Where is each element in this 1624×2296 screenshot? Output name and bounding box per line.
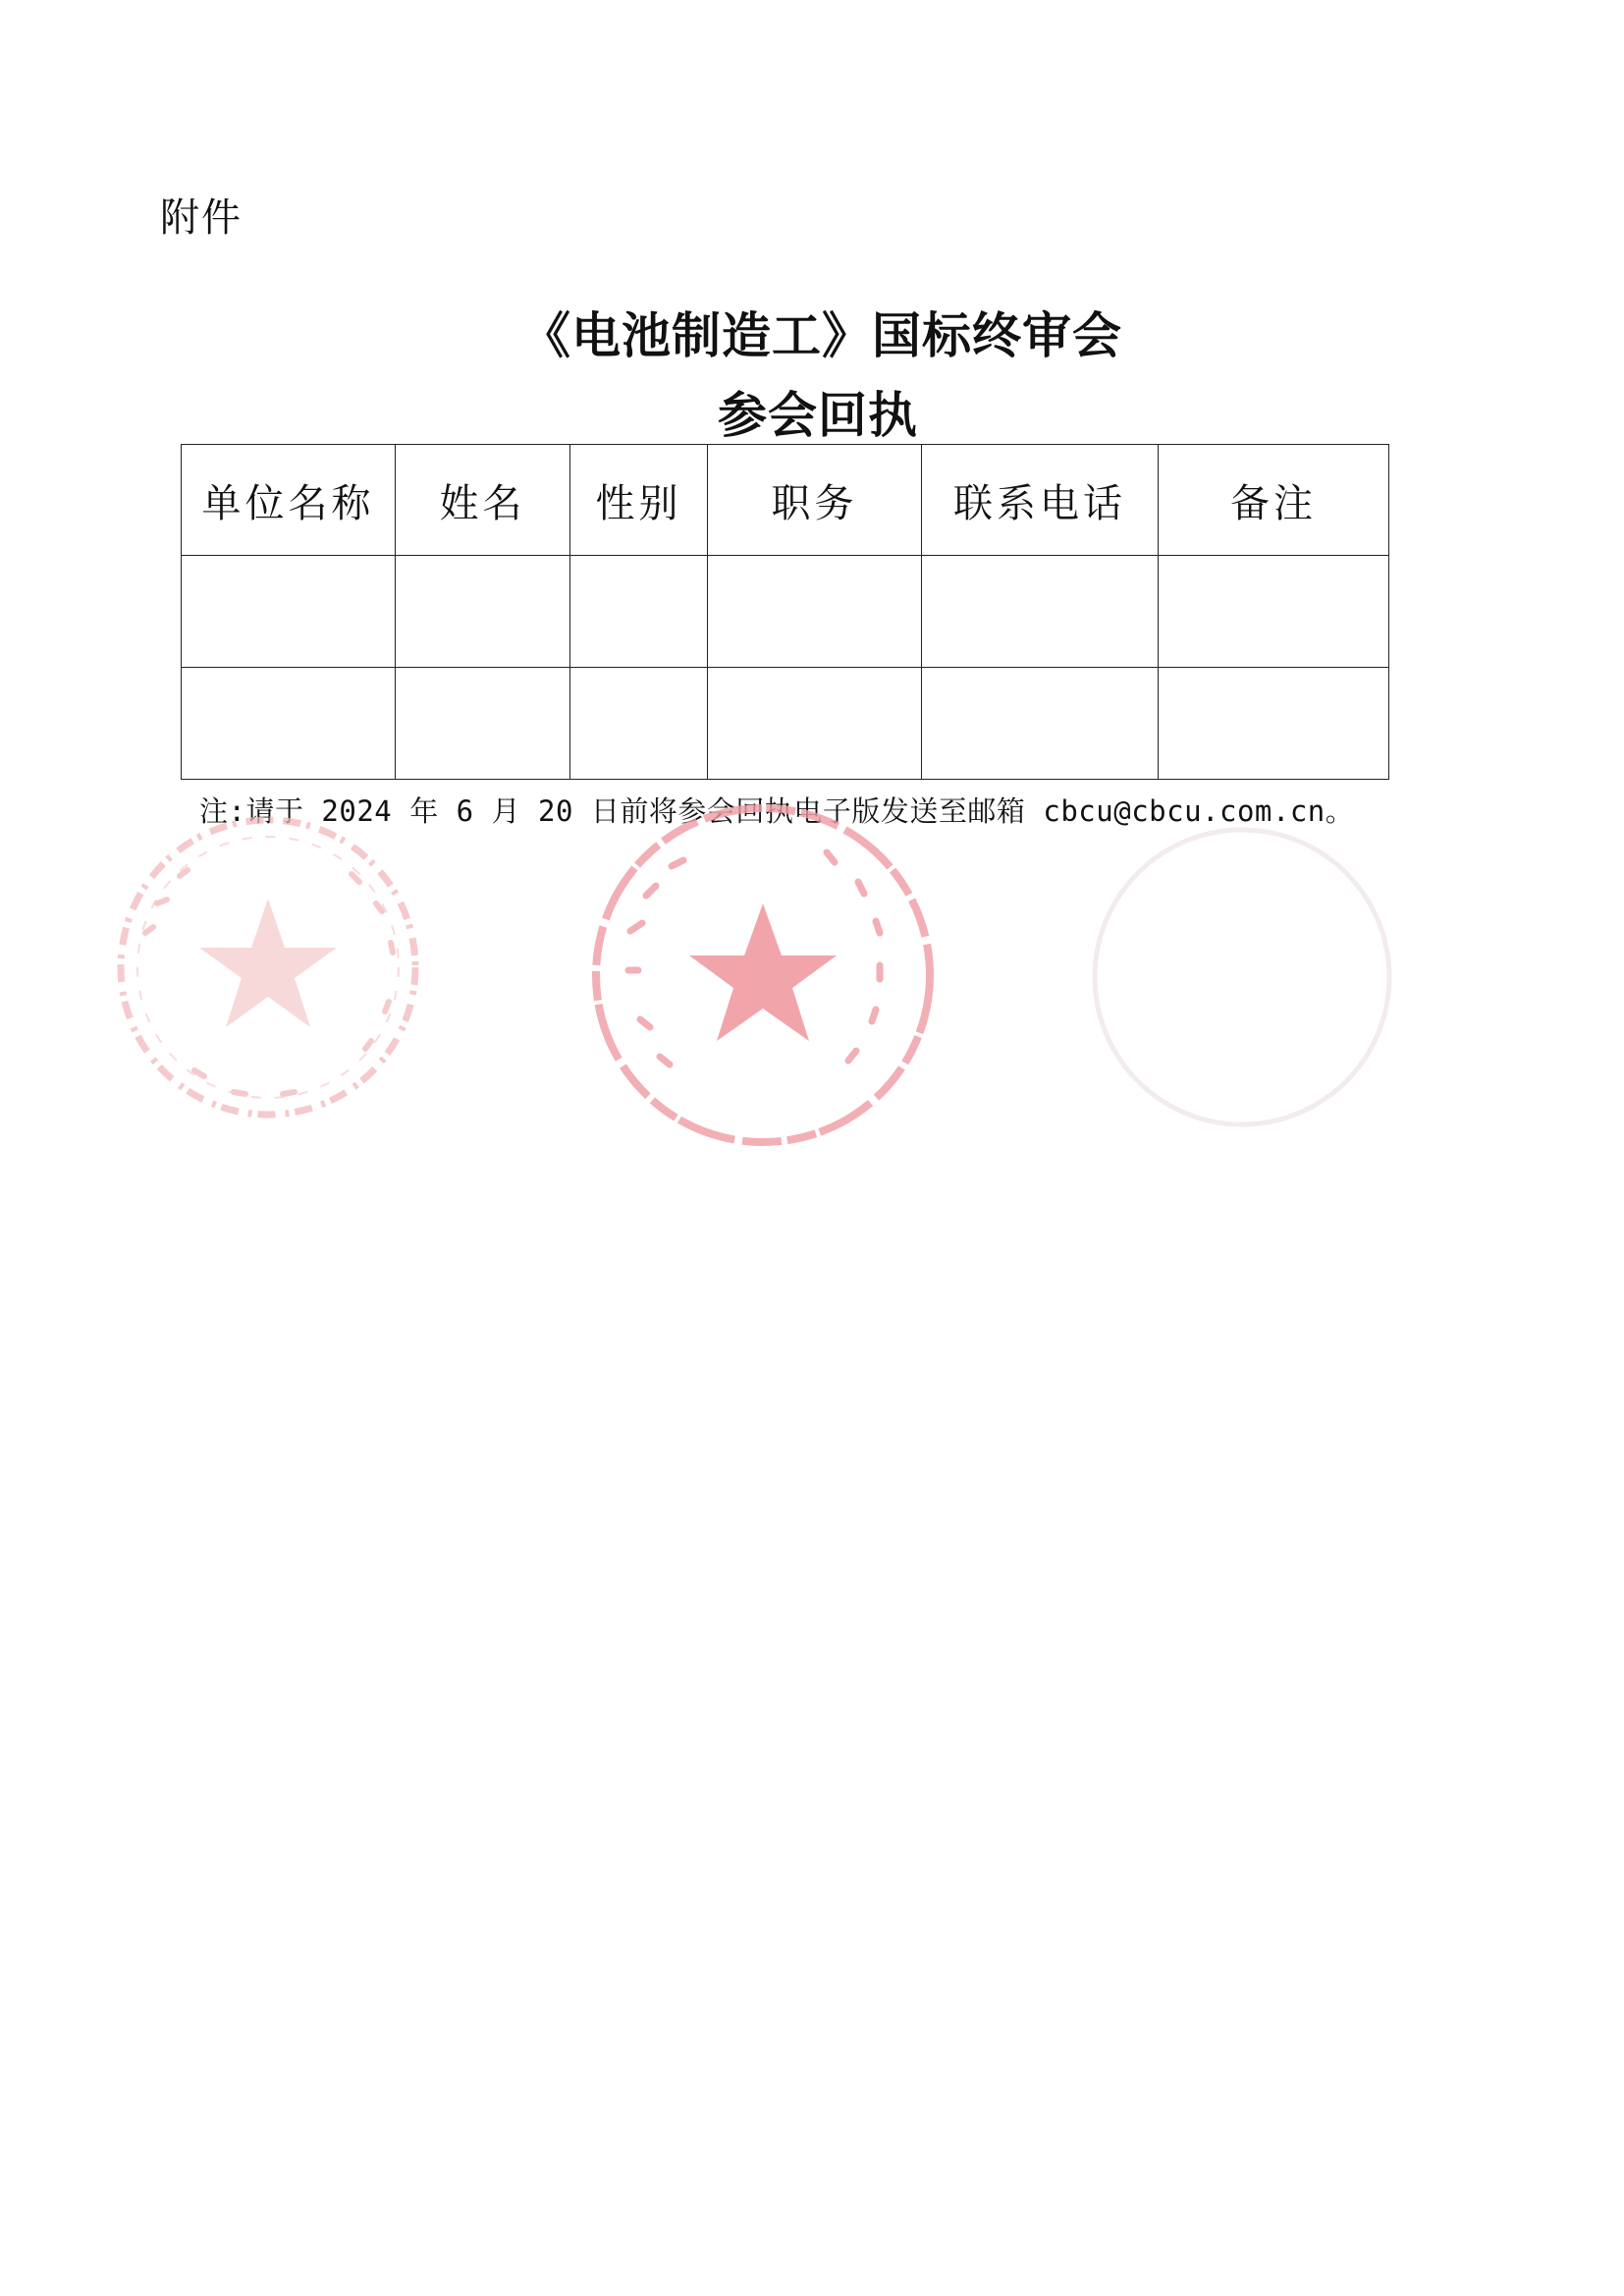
left-seal-inner-ring — [137, 837, 399, 1098]
table-cell[interactable] — [182, 556, 396, 668]
table-cell[interactable] — [182, 668, 396, 780]
submission-note: 注:请于 2024 年 6 月 20 日前将参会回执电子版发送至邮箱 cbcu@cbcu.com.cn。 — [199, 794, 1355, 828]
table-cell[interactable] — [1159, 668, 1389, 780]
star-icon — [689, 903, 837, 1041]
table-row — [182, 556, 1389, 668]
header-unit-name: 单位名称 — [182, 445, 396, 556]
center-seal-stamp — [596, 808, 930, 1142]
header-name: 姓名 — [396, 445, 570, 556]
center-seal-ring — [596, 808, 930, 1142]
table-header-row — [182, 445, 1389, 556]
table-row — [182, 668, 1389, 780]
header-phone: 联系电话 — [922, 445, 1159, 556]
table-cell[interactable] — [708, 556, 922, 668]
right-seal — [1080, 815, 1404, 1139]
seal-text-marks — [145, 870, 393, 1094]
header-position: 职务 — [708, 445, 922, 556]
seal-text-marks — [628, 852, 880, 1065]
attachment-label: 附件 — [160, 195, 243, 241]
receipt-table — [181, 444, 1389, 780]
left-seal-stamp — [121, 820, 415, 1115]
left-seal — [106, 805, 430, 1129]
left-seal-ring — [121, 820, 415, 1115]
table-cell[interactable] — [922, 556, 1159, 668]
header-gender: 性别 — [570, 445, 708, 556]
table-cell[interactable] — [922, 668, 1159, 780]
header-remarks: 备注 — [1159, 445, 1389, 556]
table-cell[interactable] — [396, 668, 570, 780]
table-cell[interactable] — [708, 668, 922, 780]
right-seal-ring — [1095, 830, 1389, 1124]
table-cell[interactable] — [396, 556, 570, 668]
star-icon — [199, 899, 337, 1027]
table-cell[interactable] — [570, 556, 708, 668]
document-subtitle: 参会回执 — [718, 386, 918, 444]
table-cell[interactable] — [1159, 556, 1389, 668]
document-title: 《电池制造工》国标终审会 — [521, 306, 1122, 364]
table-cell[interactable] — [570, 668, 708, 780]
center-seal — [581, 793, 945, 1157]
